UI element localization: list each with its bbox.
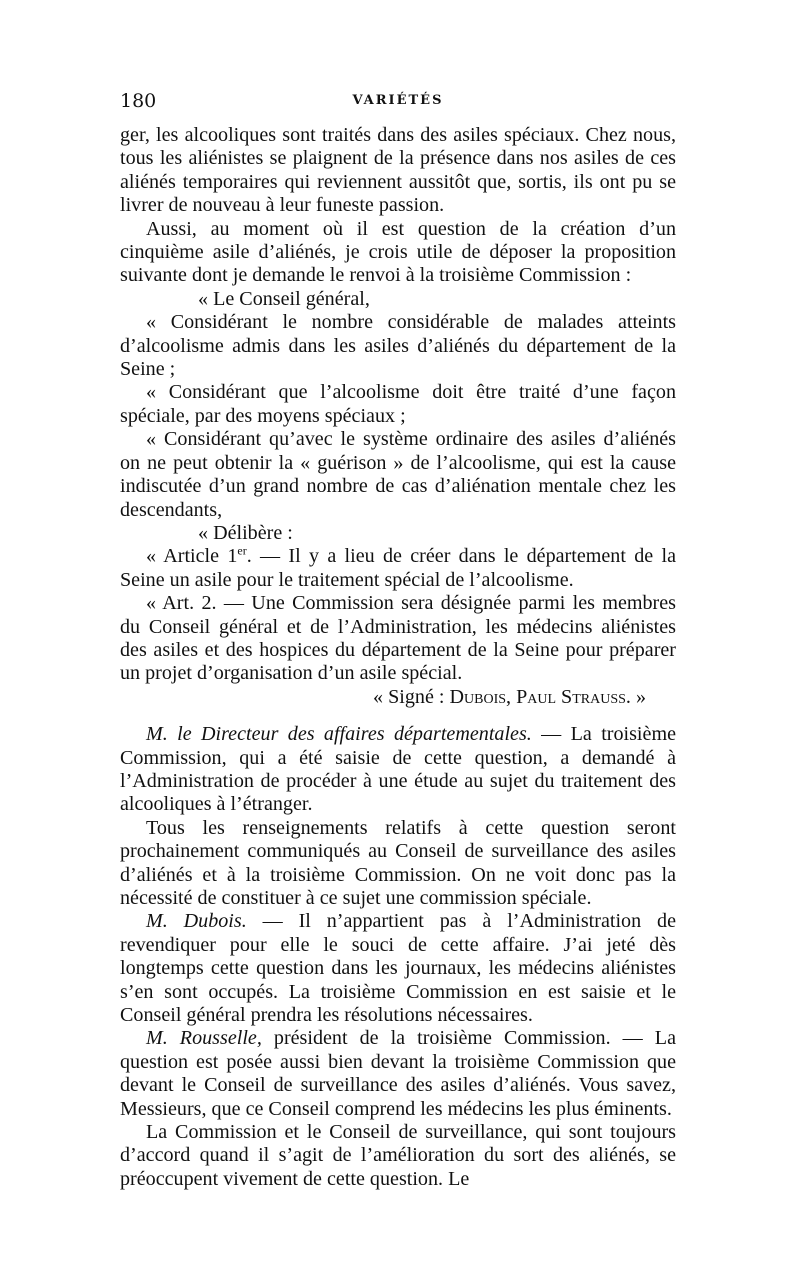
paragraph-proposal-intro: Aussi, au moment où il est question de la création d’un cinquième asile d’aliénés, je crois utile de déposer la proposition suivante dont je demande le renvoi à la troisième Commission :: [120, 217, 676, 287]
paragraph-article-2: « Art. 2. — Une Commission sera désignée parmi les membres du Conseil général et de l’Administration, les médecins aliénistes des asiles et des hospices du département de la Seine pour préparer un projet d’organisation d’un asile spécial.: [120, 592, 676, 685]
body-text: [120, 124, 676, 1191]
paragraph-signature: « Signé : Dubois, Paul Strauss. »: [373, 685, 646, 708]
speaker-name: M. Rousselle,: [146, 1027, 262, 1050]
page-number: 180: [120, 90, 157, 112]
paragraph-dubois: M. Dubois. — Il n’appartient pas à l’Administration de revendiquer pour elle le souci de cette affaire. J’ai jeté dès longtemps cette question dans les journaux, les médecins aliénistes s’en sont occupés. La troisième Commission en est saisie et le Conseil général prendra les résolutions nécessaires.: [120, 910, 676, 1027]
paragraph-article-1: « Article 1er. — Il y a lieu de créer dans le département de la Seine un asile pour le traitement spécial de l’alcoolisme.: [120, 543, 676, 591]
paragraph-commission: La Commission et le Conseil de surveillance, qui sont toujours d’accord quand il s’agit de l’amélioration du sort des aliénés, se préoccupent vivement de cette question. Le: [120, 1121, 676, 1190]
paragraph-renseignements: Tous les renseignements relatifs à cette question seront prochainement communiqués au Conseil de surveillance des asiles d’aliénés et à la troisième Commission. On ne voit donc pas la nécessité de constituer à ce sujet une commission spéciale.: [120, 816, 676, 909]
signatory-names: Dubois, Paul Strauss: [449, 685, 626, 708]
paragraph-conseil-general: « Le Conseil général,: [198, 287, 370, 310]
paragraph-considerant-2: « Considérant que l’alcoolisme doit être traité d’une façon spéciale, par des moyens spéciaux ;: [120, 381, 676, 427]
speaker-name: M. Dubois.: [146, 910, 247, 933]
paragraph-considerant-1: « Considérant le nombre considérable de malades atteints d’alcoolisme admis dans les asiles d’aliénés du département de la Seine ;: [120, 311, 676, 381]
paragraph-rousselle: M. Rousselle, président de la troisième Commission. — La question est posée aussi bien devant la troisième Commission que devant le Conseil de surveillance des asiles d’aliénés. Vous savez, Messieurs, que ce Conseil comprend les médecins les plus éminents.: [120, 1027, 676, 1120]
paragraph-continuation: ger, les alcooliques sont traités dans des asiles spéciaux. Chez nous, tous les aliénistes se plaignent de la présence dans nos asiles de ces aliénés temporaires qui reviennent aussitôt que, sortis, ils ont pu se livrer de nouveau à leur funeste passion.: [120, 124, 676, 217]
section-title: VARIÉTÉS: [352, 93, 444, 108]
paragraph-considerant-3: « Considérant qu’avec le système ordinaire des asiles d’aliénés on ne peut obtenir la « guérison » de l’alcoolisme, qui est la cause indiscutée d’un grand nombre de cas d’aliénation mentale chez les descendants,: [120, 428, 676, 521]
running-header: [120, 88, 676, 118]
speaker-name: M. le Directeur des affaires départementales.: [146, 723, 532, 746]
paragraph-directeur: M. le Directeur des affaires départementales. — La troisième Commission, qui a été saisie de cette question, a demandé à l’Administration de procéder à une étude au sujet du traitement des alcooliques à l’étranger.: [120, 723, 676, 816]
paragraph-delibere: « Délibère :: [198, 521, 293, 544]
superscript-er: er: [237, 543, 247, 558]
document-page: [120, 88, 676, 1191]
